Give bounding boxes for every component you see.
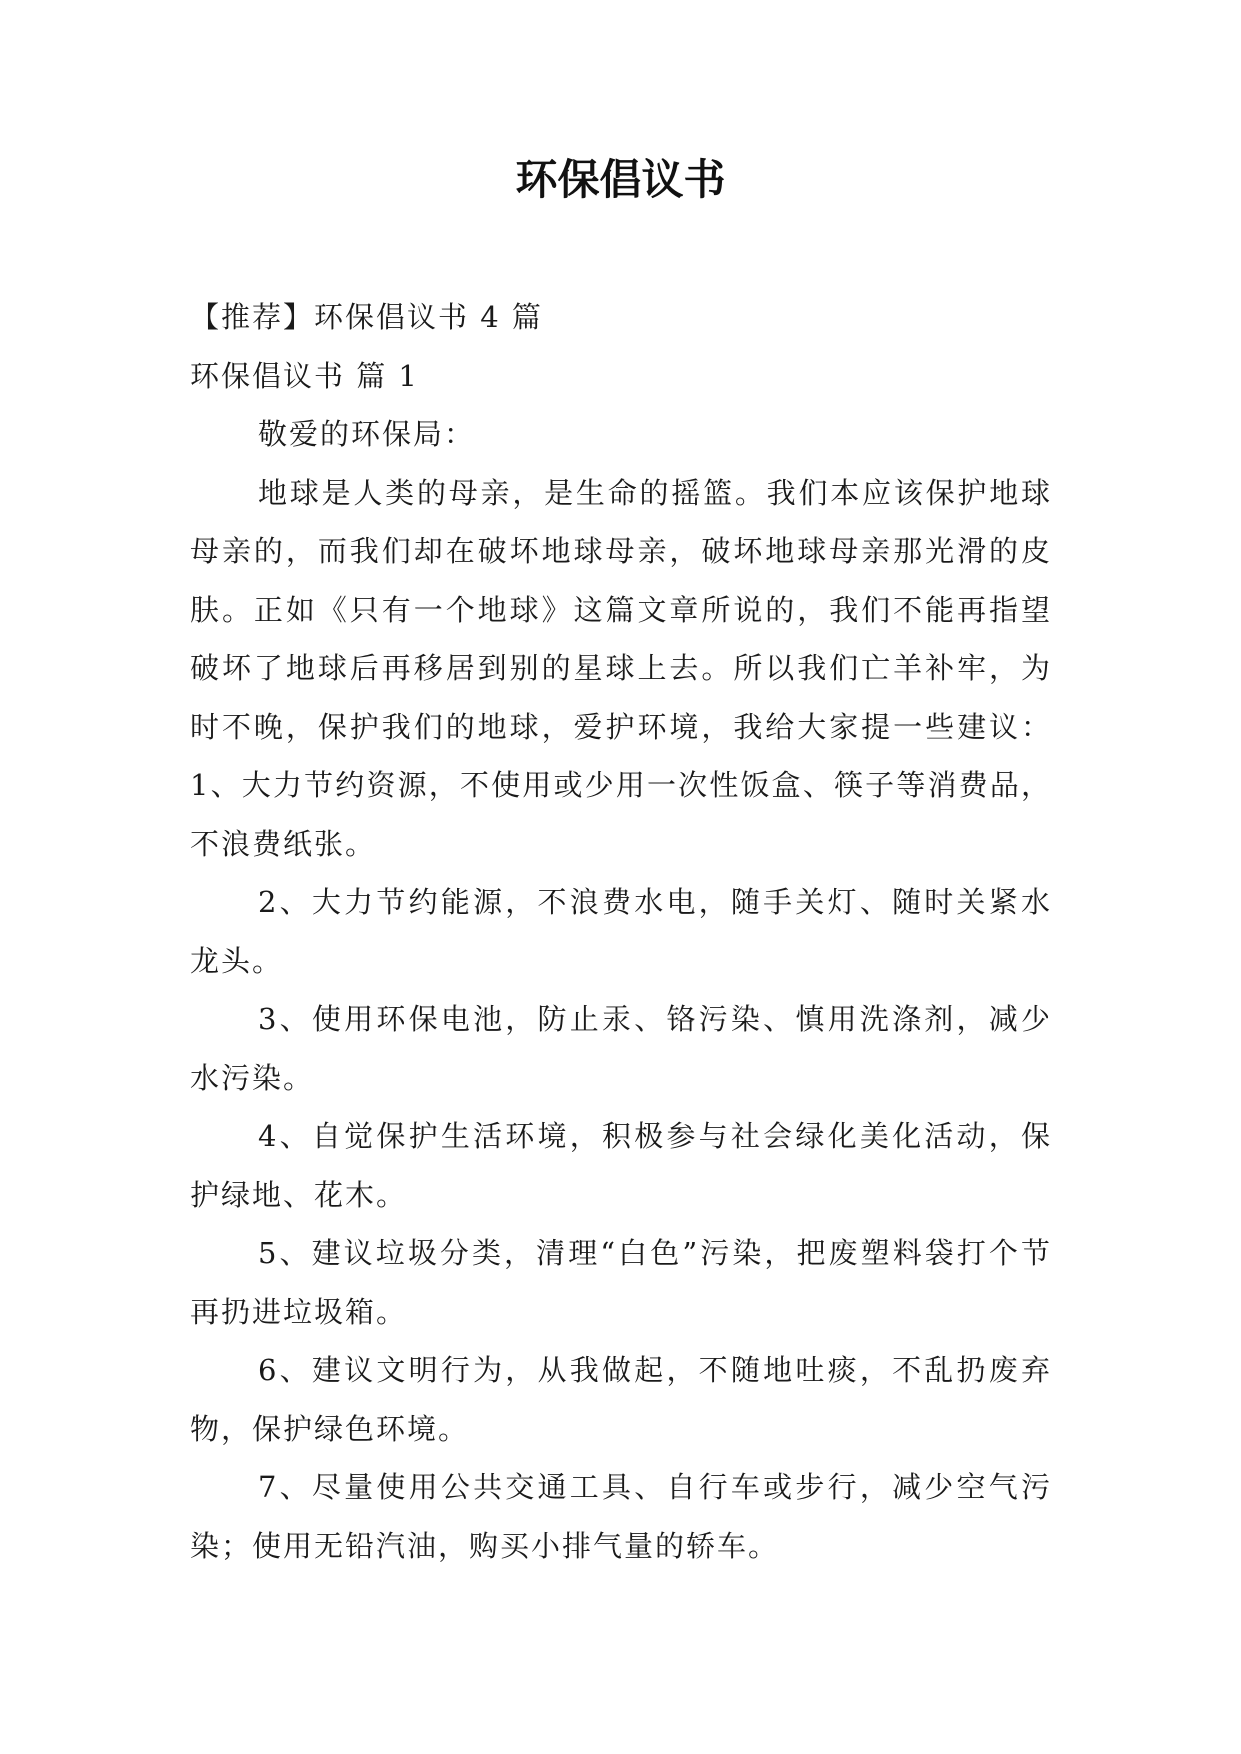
section-heading: 环保倡议书 篇 1 [190, 358, 419, 393]
salutation: 敬爱的环保局： [258, 417, 476, 451]
paragraph-7: 7、尽量使用公共交通工具、自行车或步行，减少空气污染；使用无铅汽油，购买小排气量的轿车。 [190, 1470, 1052, 1563]
document-body [190, 288, 1052, 1575]
paragraph-6: 6、建议文明行为，从我做起，不随地吐痰，不乱扔废弃物，保护绿色环境。 [190, 1353, 1052, 1446]
paragraph-4: 4、自觉保护生活环境，积极参与社会绿化美化活动，保护绿地、花木。 [190, 1119, 1052, 1212]
paragraph-3: 3、使用环保电池，防止汞、铬污染、慎用洗涤剂，减少水污染。 [190, 1002, 1052, 1095]
paragraph-1: 地球是人类的母亲，是生命的摇篮。我们本应该保护地球母亲的，而我们却在破坏地球母亲，破坏地球母亲那光滑的皮肤。正如《只有一个地球》这篇文章所说的，我们不能再指望破坏了地球后再移居到别的星球上去。所以我们亡羊补牢，为时不晚，保护我们的地球，爱护环境，我给大家提一些建议：1、大力节约资源，不使用或少用一次性饭盒、筷子等消费品，不浪费纸张。 [190, 475, 1052, 861]
document-title: 环保倡议书 [515, 155, 726, 204]
subtitle-line: 【推荐】环保倡议书 4 篇 [190, 300, 543, 334]
paragraph-2: 2、大力节约能源，不浪费水电，随手关灯、随时关紧水龙头。 [190, 885, 1052, 978]
paragraph-5: 5、建议垃圾分类，清理“白色”污染，把废塑料袋打个节再扔进垃圾箱。 [190, 1236, 1052, 1329]
